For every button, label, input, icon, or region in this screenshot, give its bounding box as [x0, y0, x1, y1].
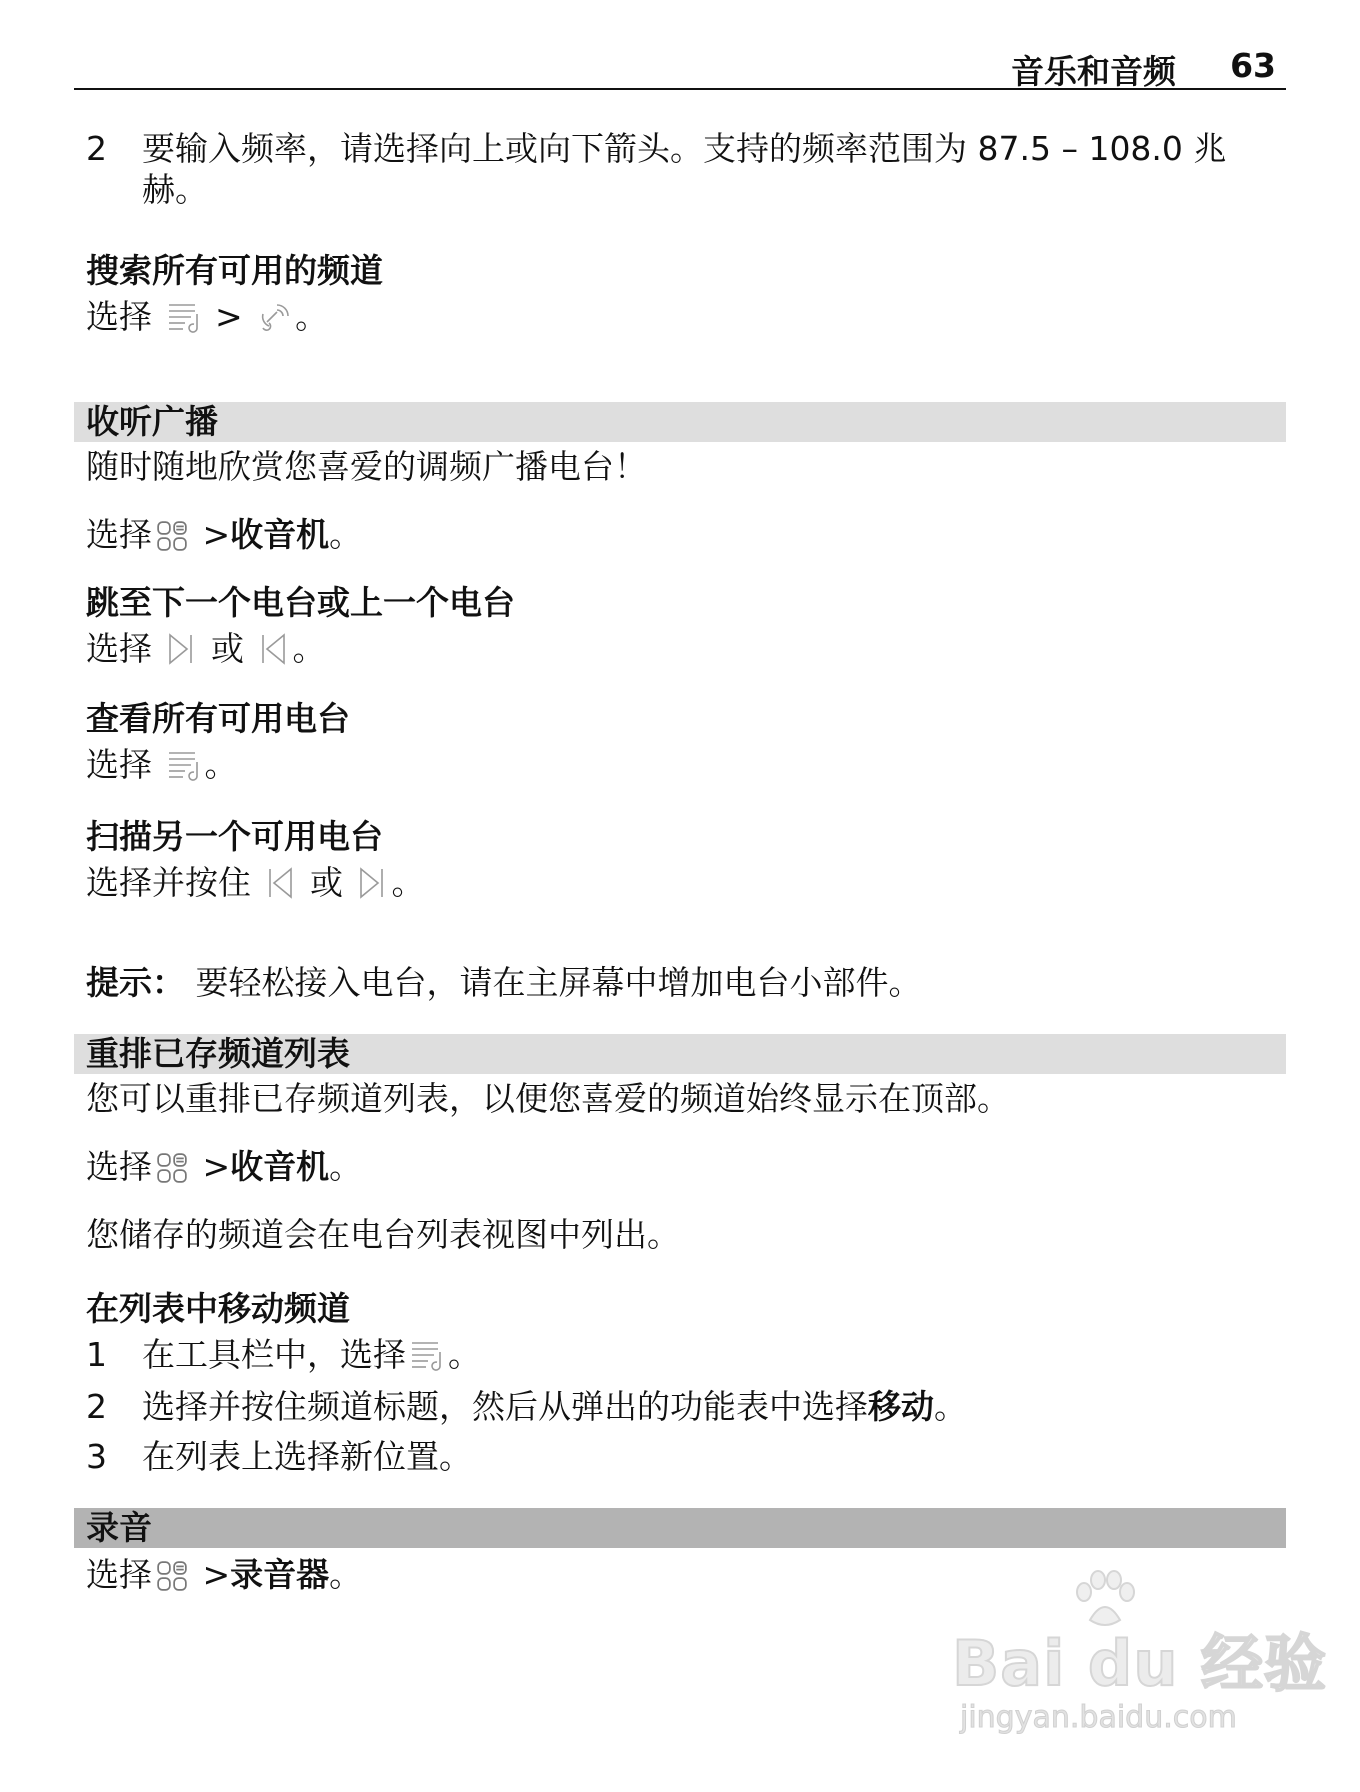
- step-number: 2: [86, 129, 107, 168]
- view-all-instruction: [86, 744, 238, 785]
- step-number: 2: [86, 1387, 107, 1426]
- step-text-pre: 在工具栏中，选择: [142, 1335, 406, 1374]
- tip-label: 提示：: [86, 963, 185, 1002]
- search-all-instruction: [86, 296, 328, 337]
- tip-text: 要轻松接入电台，请在主屏幕中增加电台小部件。: [195, 963, 922, 1002]
- step-number: 3: [86, 1437, 107, 1476]
- punctuation: 。: [204, 745, 238, 784]
- chapter-title: 音乐和音频: [1011, 52, 1176, 91]
- separator: >: [202, 1147, 231, 1186]
- punctuation: 。: [292, 629, 326, 668]
- skip-heading: 跳至下一个电台或上一个电台: [86, 583, 515, 622]
- section-listen: 收听广播: [74, 402, 1286, 442]
- select-label: 选择: [86, 629, 152, 668]
- punctuation: 。: [934, 1387, 967, 1426]
- playlist-icon: [167, 300, 201, 334]
- radio-app-label: 收音机: [230, 515, 330, 554]
- skip-previous-icon: [266, 866, 296, 900]
- page-header: [74, 40, 1286, 90]
- select-label: 选择: [86, 297, 152, 336]
- move-step-1: [86, 1334, 1286, 1376]
- reorder-description: 您可以重排已存频道列表，以便您喜爱的频道始终显示在顶部。: [86, 1079, 1010, 1118]
- move-step-2: [86, 1386, 1286, 1428]
- playlist-icon: [410, 1338, 444, 1372]
- scan-instruction: [86, 862, 425, 903]
- listen-description: 随时随地欣赏您喜爱的调频广播电台！: [86, 447, 647, 486]
- select-label: 选择: [86, 1147, 152, 1186]
- search-all-heading: 搜索所有可用的频道: [86, 251, 383, 290]
- section-record: 录音: [74, 1508, 1286, 1548]
- radio-app-label: 收音机: [230, 1147, 330, 1186]
- separator: >: [202, 1555, 231, 1594]
- move-heading: 在列表中移动频道: [86, 1289, 350, 1328]
- watermark-url: jingyan.baidu.com: [960, 1700, 1237, 1735]
- radio-scan-icon: [257, 300, 291, 334]
- select-label: 选择: [86, 1555, 152, 1594]
- step-number: 1: [86, 1335, 107, 1374]
- app-menu-icon: [156, 520, 188, 552]
- skip-next-icon: [167, 632, 197, 666]
- punctuation: 。: [329, 515, 363, 554]
- punctuation: 。: [329, 1147, 363, 1186]
- skip-next-icon: [358, 866, 388, 900]
- separator: >: [202, 515, 231, 554]
- scan-heading: 扫描另一个可用电台: [86, 817, 383, 856]
- punctuation: 。: [295, 297, 329, 336]
- skip-instruction: [86, 628, 326, 669]
- listen-instruction: [86, 514, 362, 555]
- step-text: [142, 1386, 1266, 1427]
- separator: >: [215, 297, 243, 336]
- step-text: 要输入频率，请选择向上或向下箭头。支持的频率范围为 87.5 – 108.0 兆赫。: [142, 129, 1227, 210]
- record-instruction: [86, 1554, 362, 1595]
- punctuation: 。: [448, 1335, 481, 1374]
- move-step-3: [86, 1436, 1286, 1478]
- page-number: 63: [1230, 46, 1276, 85]
- tip: [86, 962, 922, 1003]
- app-menu-icon: [156, 1560, 188, 1592]
- view-all-heading: 查看所有可用电台: [86, 699, 350, 738]
- select-label: 选择: [86, 745, 152, 784]
- app-menu-icon: [156, 1152, 188, 1184]
- watermark-logo: Bai du 经验: [952, 1627, 1328, 1700]
- or-label: 或: [211, 629, 244, 668]
- select-and-hold-label: 选择并按住: [86, 863, 251, 902]
- section-reorder: 重排已存频道列表: [74, 1034, 1286, 1074]
- step-text: 在列表上选择新位置。: [142, 1437, 472, 1476]
- skip-previous-icon: [259, 632, 289, 666]
- baidu-watermark: [952, 1570, 1328, 1750]
- punctuation: 。: [391, 863, 425, 902]
- step-text-pre: 选择并按住频道标题，然后从弹出的功能表中选择: [142, 1387, 868, 1426]
- select-label: 选择: [86, 515, 152, 554]
- intro-step: [86, 128, 1286, 212]
- or-label: 或: [310, 863, 343, 902]
- step-text: [142, 1334, 1266, 1375]
- punctuation: 。: [329, 1555, 363, 1594]
- recorder-app-label: 录音器: [230, 1555, 330, 1594]
- playlist-icon: [167, 748, 201, 782]
- reorder-note: 您储存的频道会在电台列表视图中列出。: [86, 1215, 680, 1254]
- move-option-label: 移动: [868, 1387, 934, 1426]
- reorder-instruction: [86, 1146, 362, 1187]
